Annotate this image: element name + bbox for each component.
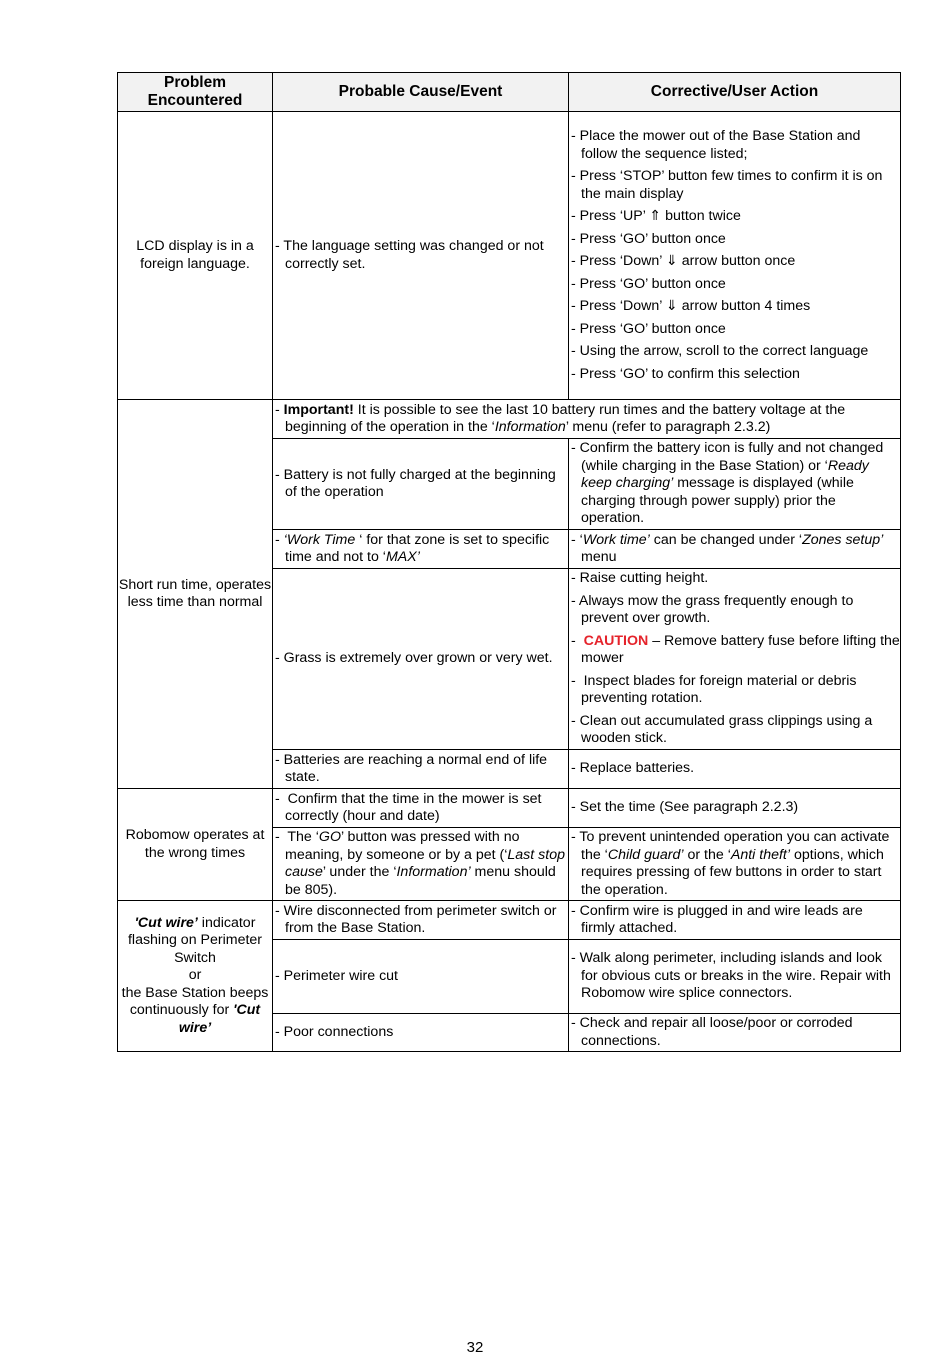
header-action: Corrective/User Action	[569, 73, 901, 112]
action-grass	[569, 569, 901, 750]
list-item: - Press ‘GO’ button once	[571, 320, 726, 337]
important-note: - Important! It is possible to see the last 10 battery run times and the battery voltage at the beginning of the operation in the ‘Information’ menu (refer to paragraph 2.3.2)	[273, 400, 901, 439]
list-item: - Clean out accumulated grass clippings using a wooden stick.	[571, 712, 873, 747]
list-item: - Press ‘GO’ to confirm this selection	[571, 365, 800, 382]
list-item: - Press ‘Down’ ⇓ arrow button once	[571, 253, 796, 269]
action-worktime: - ‘Work time’ can be changed under ‘Zones setup’ menu	[569, 530, 901, 569]
table-row-short-run	[118, 400, 901, 439]
action-battery: - Confirm the battery icon is fully and not changed (while charging in the Base Station) or ‘Ready keep charging’ message is displayed (while charging through power supply) prior the operation.	[569, 439, 901, 530]
list-item: - Always mow the grass frequently enough to prevent over growth.	[571, 592, 854, 627]
cause-lcd: - The language setting was changed or not correctly set.	[273, 112, 569, 400]
cause-grass: - Grass is extremely over grown or very wet.	[273, 569, 569, 750]
cause-batteries: - Batteries are reaching a normal end of life state.	[273, 750, 569, 789]
cause-go-button: - The ‘GO’ button was pressed with no meaning, by someone or by a pet (‘Last stop cause’ under the ‘Information’ menu should be 805).	[273, 828, 569, 901]
troubleshooting-table	[117, 72, 901, 1052]
list-item: - Press ‘STOP’ button few times to confirm it is on the main display	[571, 168, 883, 202]
problem-wrong-times: Robomow operates at the wrong times	[118, 789, 273, 901]
header-cause: Probable Cause/Event	[273, 73, 569, 112]
action-batteries: - Replace batteries.	[569, 750, 901, 789]
cause-time: - Confirm that the time in the mower is set correctly (hour and date)	[273, 789, 569, 828]
table-row-lcd	[118, 112, 901, 400]
action-go-button: - To prevent unintended operation you can activate the ‘Child guard’ or the ‘Anti theft’ options, which requires pressing of few buttons in order to start the operation.	[569, 828, 901, 901]
problem-lcd: LCD display is in a foreign language.	[118, 112, 273, 400]
table-row-cut-wire	[118, 901, 901, 940]
problem-short-run: Short run time, operates less time than normal	[118, 400, 273, 789]
action-time: - Set the time (See paragraph 2.2.3)	[569, 789, 901, 828]
list-item: - CAUTION – Remove battery fuse before lifting the mower	[571, 632, 900, 667]
action-wire-cut: - Walk along perimeter, including islands and look for obvious cuts or breaks in the wire. Repair with Robomow wire splice connectors.	[569, 940, 901, 1014]
list-item: - Press ‘GO’ button once	[571, 230, 726, 247]
list-item: - Place the mower out of the Base Station and follow the sequence listed;	[571, 128, 861, 162]
cause-battery: - Battery is not fully charged at the beginning of the operation	[273, 439, 569, 530]
cause-worktime: - ‘Work Time ‘ for that zone is set to specific time and not to ‘MAX’	[273, 530, 569, 569]
action-poor-connections: - Check and repair all loose/poor or corroded connections.	[569, 1014, 901, 1052]
cause-poor-connections: - Poor connections	[273, 1014, 569, 1052]
list-item: - Press ‘UP’ ⇑ button twice	[571, 208, 741, 224]
action-lcd	[569, 112, 901, 400]
table-row-wrong-times	[118, 789, 901, 828]
action-disconnected: - Confirm wire is plugged in and wire leads are firmly attached.	[569, 901, 901, 940]
list-item: - Using the arrow, scroll to the correct language	[571, 343, 869, 359]
page-number: 32	[466, 1339, 484, 1356]
problem-cut-wire: 'Cut wire’ indicator flashing on Perimeter Switch or the Base Station beeps continuously for 'Cut wire’	[118, 901, 273, 1052]
list-item: - Press ‘GO’ button once	[571, 275, 726, 292]
list-item: - Press ‘Down’ ⇓ arrow button 4 times	[571, 298, 811, 314]
header-row	[118, 73, 901, 112]
header-problem: Problem Encountered	[118, 73, 273, 112]
list-item: - Raise cutting height.	[571, 570, 709, 587]
list-item: - Inspect blades for foreign material or debris preventing rotation.	[571, 672, 857, 707]
cause-disconnected: - Wire disconnected from perimeter switch or from the Base Station.	[273, 901, 569, 940]
caution-label: CAUTION	[583, 632, 649, 649]
cause-wire-cut: - Perimeter wire cut	[273, 940, 569, 1014]
